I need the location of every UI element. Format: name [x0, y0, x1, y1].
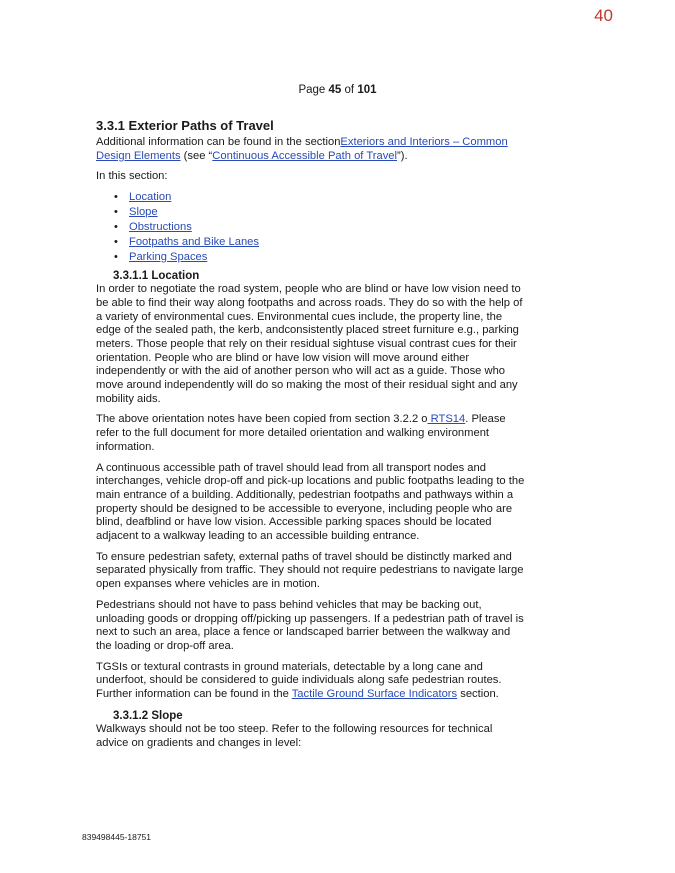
section-toc	[96, 190, 526, 265]
toc-item	[96, 250, 526, 265]
page-total: 101	[357, 84, 377, 96]
bullet-icon: •	[114, 221, 118, 234]
document-id-footer: 839498445-18751	[82, 832, 152, 842]
page-prefix: Page	[298, 84, 326, 96]
page-header	[0, 84, 675, 96]
p2-text-after: . Please refer to the full document for more detailed orientation and walking environment information.	[96, 413, 506, 453]
bullet-icon: •	[114, 191, 118, 204]
section-title: 3.3.1 Exterior Paths of Travel	[96, 118, 274, 133]
p6-text-before: TGSIs or textural contrasts in ground materials, detectable by a long cane and underfoot, should be considered to guide individuals along safe pedestrian routes. Further information can be found in the	[96, 660, 502, 701]
intro-paragraph	[96, 136, 526, 163]
document-body	[96, 118, 526, 757]
toc-link-obstructions[interactable]: Obstructions	[129, 221, 192, 234]
intro-text: Additional information can be found in the section	[96, 136, 341, 148]
link-tgsi[interactable]: Tactile Ground Surface Indicators	[291, 688, 458, 701]
toc-item	[96, 190, 526, 205]
location-paragraph-5: Pedestrians should not have to pass behind vehicles that may be backing out, unloading goods or dropping off/picking up passengers. If a pedestrian path of travel is next to such an area, place a fence or landscaped barrier between the walkway and the loading or drop-off area.	[96, 598, 524, 652]
toc-link-location[interactable]: Location	[129, 191, 172, 204]
p2-text-before: The above orientation notes have been copied from section 3.2.2 o	[96, 413, 428, 426]
location-paragraph-1: In order to negotiate the road system, people who are blind or have low vision need to be able to find their way along footpaths and across roads. They do so with the help of a variety of environmental cues. Environmental cues include, the property line, the edge of the sealed path, the kerb, andconsistently placed street furniture e.g., parking meters. Those people that rely on their residual sightuse visual contrast cues for their orientation. People who are blind or have low vision will move around either independently or with the aid of another person who will act as a guide. Those who move around independently will do so making the most of their residual sight and any mobility aids.	[96, 283, 523, 405]
location-paragraph-6	[96, 661, 526, 702]
location-paragraph-3: A continuous accessible path of travel should lead from all transport nodes and interchanges, vehicle drop-off and pick-up locations and public footpaths leading to the main entrance of a building. Additionally, pedestrian footpaths and pathways within a property should be designed to be accessible to everyone, including people who are blind, deafblind or have low vision. Accessible parking spaces should be located adjacent to a walkway leading to an accessible building entrance.	[96, 461, 525, 543]
link-rts14[interactable]: RTS14	[427, 413, 466, 426]
link-continuous-path[interactable]: Continuous Accessible Path of Travel	[212, 149, 397, 162]
slope-heading: 3.3.1.2 Slope	[113, 709, 183, 722]
location-paragraph-4: To ensure pedestrian safety, external paths of travel should be distinctly marked and separated physically from traffic. They should not require pedestrians to navigate large open expanses where vehicles are in motion.	[96, 550, 524, 591]
intro-mid: (see “	[180, 149, 213, 162]
slope-paragraph-1: Walkways should not be too steep. Refer to the following resources for technical advice on gradients and changes in level:	[96, 722, 493, 749]
toc-link-slope[interactable]: Slope	[129, 206, 158, 219]
link-common-design-elements[interactable]: – Common Design Elements	[96, 136, 508, 162]
p6-text-after: section.	[457, 688, 499, 701]
bullet-icon: •	[114, 236, 118, 249]
corner-page-number: 40	[594, 6, 613, 25]
toc-item	[96, 205, 526, 220]
page-current: 45	[328, 84, 342, 96]
link-exteriors-interiors[interactable]: Exteriors and Interiors	[340, 136, 450, 148]
toc-link-parking[interactable]: Parking Spaces	[129, 251, 208, 264]
bullet-icon: •	[114, 251, 118, 264]
intro-end: ”).	[397, 149, 408, 162]
toc-item	[96, 235, 526, 250]
location-paragraph-2	[96, 413, 526, 454]
toc-item	[96, 220, 526, 235]
toc-link-footpaths[interactable]: Footpaths and Bike Lanes	[129, 236, 259, 249]
location-heading: 3.3.1.1 Location	[113, 270, 200, 283]
page-of: of	[344, 84, 355, 96]
bullet-icon: •	[114, 206, 118, 219]
in-section-label: In this section:	[96, 170, 168, 183]
